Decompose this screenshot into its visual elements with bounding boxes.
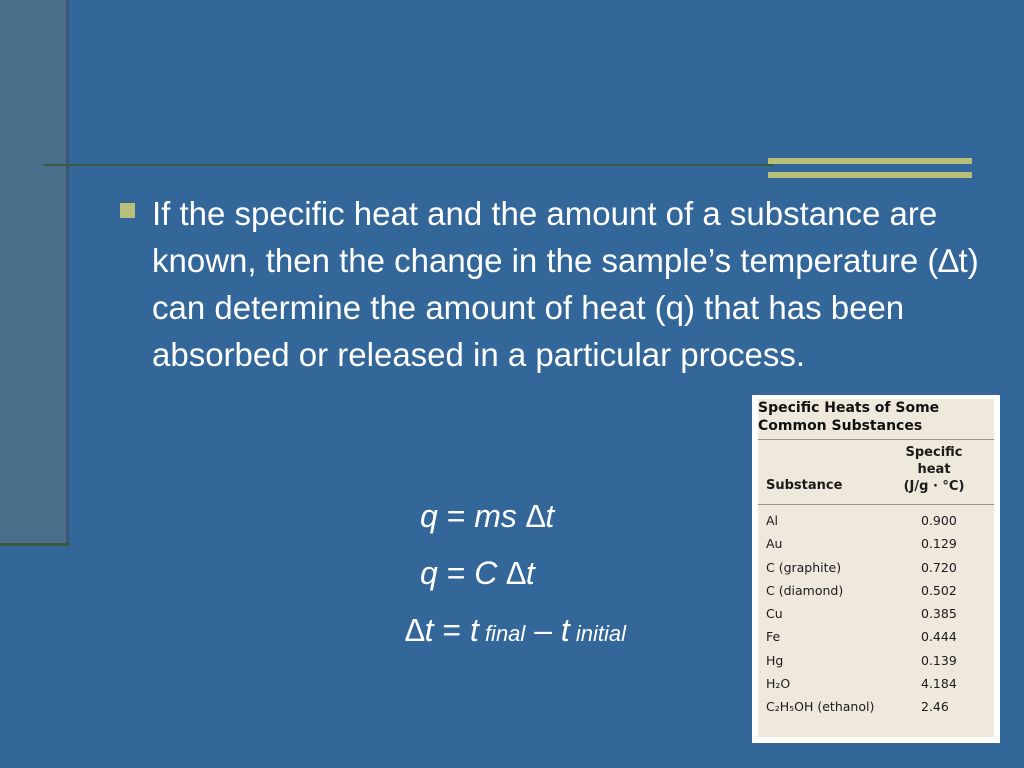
title-rule-line bbox=[44, 164, 774, 166]
table-row bbox=[758, 626, 994, 649]
row-specific-heat: 0.129 bbox=[921, 536, 957, 552]
row-specific-heat: 4.184 bbox=[921, 676, 957, 692]
column-header-substance: Substance bbox=[766, 478, 843, 493]
table-title bbox=[758, 399, 994, 435]
column-header-heat-line2: heat bbox=[917, 462, 951, 477]
column-header-specific-heat bbox=[888, 444, 980, 495]
row-specific-heat: 2.46 bbox=[921, 699, 949, 715]
table-row bbox=[758, 580, 994, 603]
bullet-marker bbox=[120, 203, 135, 218]
row-specific-heat: 0.444 bbox=[921, 629, 957, 645]
equation-q-c-dt bbox=[420, 555, 535, 592]
row-substance: Cu bbox=[766, 606, 783, 622]
table-row bbox=[758, 696, 994, 719]
eq1-equals: = bbox=[437, 498, 475, 534]
table-row bbox=[758, 650, 994, 673]
row-substance: Fe bbox=[766, 629, 781, 645]
row-specific-heat: 0.502 bbox=[921, 582, 957, 598]
eq3-t-initial: t bbox=[560, 612, 570, 648]
eq3-minus: – bbox=[525, 612, 561, 648]
table-row bbox=[758, 673, 994, 696]
specific-heats-table bbox=[752, 395, 1000, 743]
row-specific-heat: 0.385 bbox=[921, 606, 957, 622]
row-substance: Al bbox=[766, 513, 779, 528]
row-substance: C (diamond) bbox=[766, 582, 844, 598]
eq3-final-sub: final bbox=[478, 621, 526, 646]
table-body bbox=[758, 399, 994, 737]
table-row bbox=[758, 557, 994, 580]
table-row bbox=[758, 510, 994, 533]
row-substance: Au bbox=[766, 536, 783, 552]
table-header bbox=[758, 440, 994, 500]
eq3-equals: = bbox=[433, 612, 470, 648]
equation-q-ms-dt bbox=[420, 498, 554, 535]
eq3-lhs: ∆t bbox=[405, 612, 434, 648]
column-header-heat-line3: (J/g · °C) bbox=[903, 479, 965, 494]
row-substance: Hg bbox=[766, 652, 784, 668]
row-specific-heat: 0.900 bbox=[921, 513, 957, 528]
eq3-t-final: t bbox=[469, 612, 479, 648]
eq2-lhs: q bbox=[420, 555, 438, 591]
equation-delta-t bbox=[405, 612, 626, 649]
table-title-line2: Common Substances bbox=[758, 418, 923, 434]
eq1-rhs: ms ∆t bbox=[474, 498, 555, 534]
row-specific-heat: 0.139 bbox=[921, 652, 957, 668]
table-title-line1: Specific Heats of Some bbox=[758, 400, 940, 416]
side-panel-bottom-line bbox=[0, 543, 70, 546]
table-row bbox=[758, 533, 994, 556]
row-substance: H₂O bbox=[766, 676, 791, 692]
side-panel-edge bbox=[66, 0, 69, 546]
row-substance: C₂H₅OH (ethanol) bbox=[766, 699, 875, 715]
eq3-initial-sub: initial bbox=[569, 621, 627, 646]
eq2-rhs: C ∆t bbox=[474, 555, 535, 591]
table-row bbox=[758, 603, 994, 626]
side-panel bbox=[0, 0, 66, 545]
bullet-text: If the specific heat and the amount of a substance are known, then the change in the sample’s temperature (∆t) can determine the amount of heat (q) that has been absorbed or released in a particular process. bbox=[152, 195, 979, 373]
eq2-equals: = bbox=[437, 555, 475, 591]
eq1-lhs: q bbox=[420, 498, 438, 534]
row-specific-heat: 0.720 bbox=[921, 559, 957, 575]
column-header-heat-line1: Specific bbox=[905, 445, 963, 460]
table-rows bbox=[758, 505, 994, 720]
accent-bar-top bbox=[768, 158, 972, 164]
row-substance: C (graphite) bbox=[766, 559, 842, 575]
accent-bar-bottom bbox=[768, 172, 972, 178]
